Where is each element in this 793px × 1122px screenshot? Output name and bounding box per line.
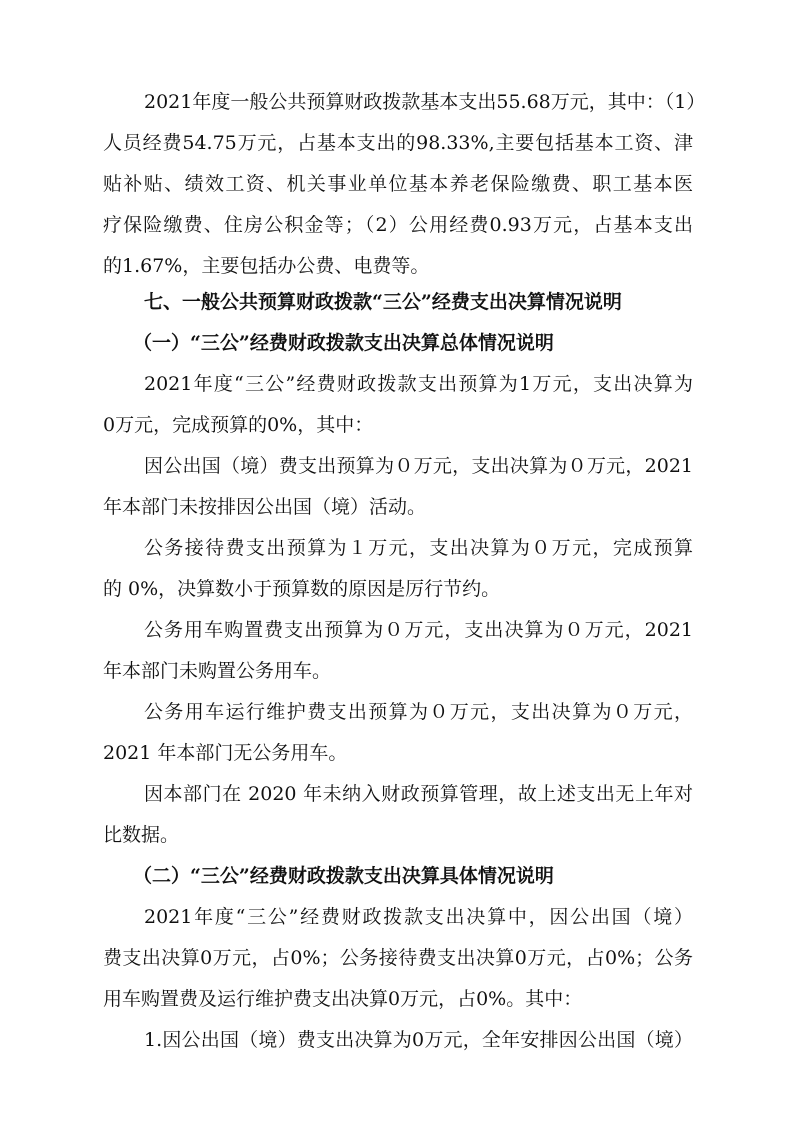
paragraph-basic-expenditure-line-4: 疗保险缴费、住房公积金等；（2）公用经费0.93万元，占基本支出: [103, 214, 693, 236]
paragraph-total-line-2: 0万元，完成预算的0%，其中：: [103, 414, 374, 436]
paragraph-vehicle-maintenance-line-2: 2021 年本部门无公务用车。: [103, 742, 348, 764]
paragraph-basic-expenditure-line-3: 贴补贴、绩效工资、机关事业单位基本养老保险缴费、职工基本医: [103, 173, 693, 195]
paragraph-no-comparison-line-1: 因本部门在 2020 年未纳入财政预算管理，故上述支出无上年对: [144, 783, 693, 805]
paragraph-vehicle-purchase-line-2: 年本部门未购置公务用车。: [103, 660, 332, 682]
paragraph-overseas-line-1: 因公出国（境）费支出预算为０万元，支出决算为０万元，2021: [144, 455, 693, 477]
paragraph-detail-line-3: 用车购置费及运行维护费支出决算0万元，占0%。其中：: [103, 988, 583, 1010]
paragraph-basic-expenditure-line-1: 2021年度一般公共预算财政拨款基本支出55.68万元，其中：（1）: [144, 91, 706, 113]
paragraph-detail-line-2: 费支出决算0万元，占0%；公务接待费支出决算0万元，占0%；公务: [103, 947, 693, 969]
paragraph-total-line-1: 2021年度“三公”经费财政拨款支出预算为1万元，支出决算为: [144, 373, 693, 395]
paragraph-overseas-line-2: 年本部门未按排因公出国（境）活动。: [103, 496, 427, 518]
paragraph-vehicle-purchase-line-1: 公务用车购置费支出预算为０万元，支出决算为０万元，2021: [144, 619, 693, 641]
paragraph-basic-expenditure-line-5: 的1.67%，主要包括办公费、电费等。: [103, 255, 430, 277]
paragraph-reception-line-2: 的 0%，决算数小于预算数的原因是厉行节约。: [103, 578, 501, 600]
paragraph-no-comparison-line-2: 比数据。: [103, 824, 180, 846]
paragraph-basic-expenditure-line-2: 人员经费54.75万元，占基本支出的98.33%,主要包括基本工资、津: [103, 132, 693, 154]
subsection-two-title: （二）“三公”经费财政拨款支出决算具体情况说明: [133, 865, 554, 887]
paragraph-overseas-detail-line-1: 1.因公出国（境）费支出决算为0万元，全年安排因公出国（境）: [144, 1029, 693, 1051]
subsection-one-title: （一）“三公”经费财政拨款支出决算总体情况说明: [133, 332, 554, 354]
paragraph-reception-line-1: 公务接待费支出预算为１万元，支出决算为０万元，完成预算: [144, 537, 693, 559]
paragraph-vehicle-maintenance-line-1: 公务用车运行维护费支出预算为０万元，支出决算为０万元，: [144, 701, 693, 723]
paragraph-detail-line-1: 2021年度“三公”经费财政拨款支出决算中，因公出国（境）: [144, 906, 693, 928]
section-seven-title: 七、一般公共预算财政拨款“三公”经费支出决算情况说明: [144, 291, 622, 313]
